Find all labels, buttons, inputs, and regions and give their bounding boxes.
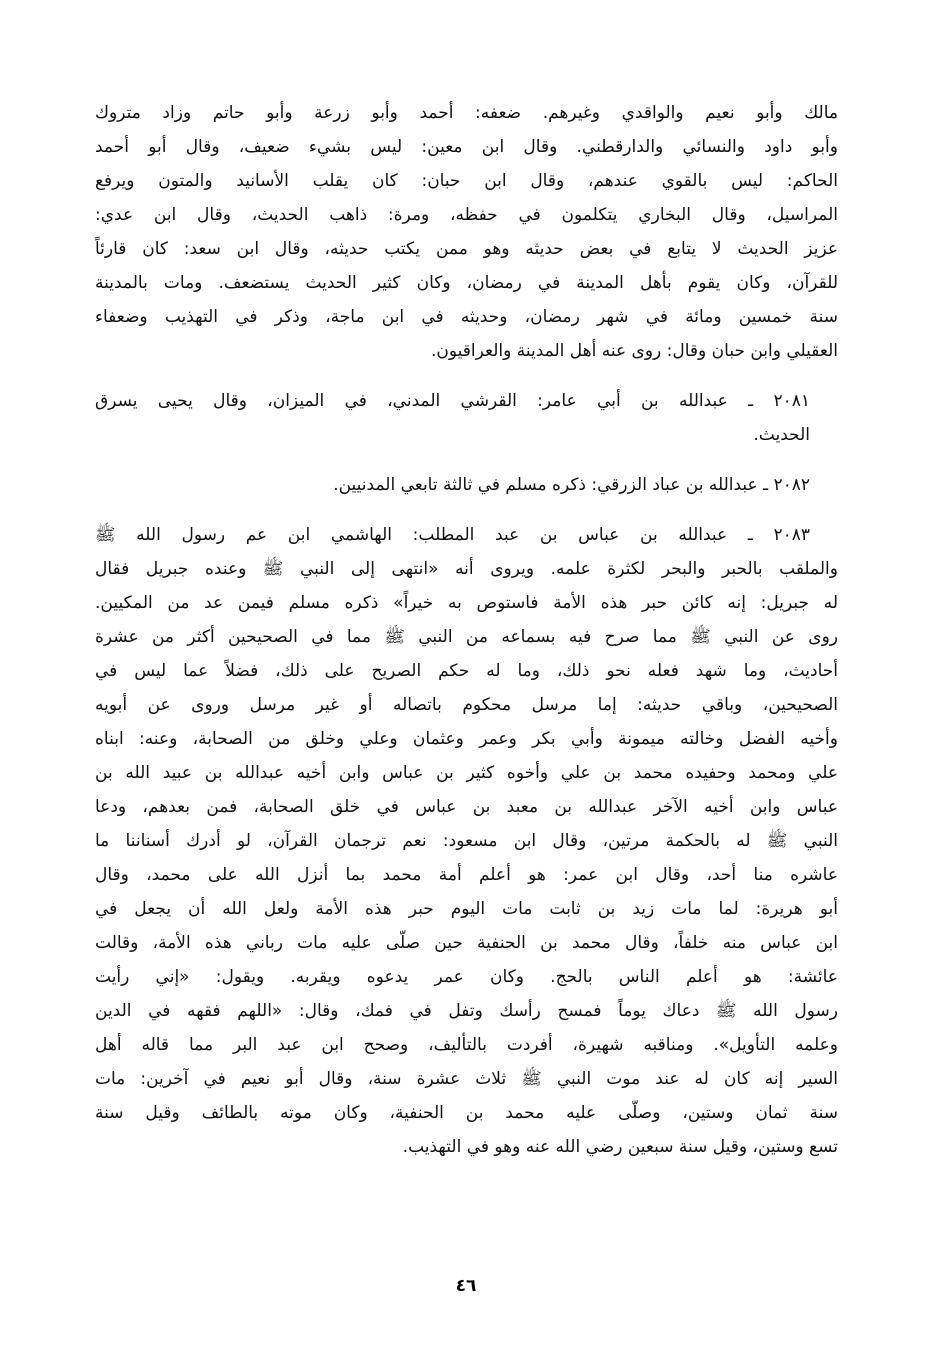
text-line: عزيز الحديث لا يتابع في بعض حديثه وهو ممن يكتب حديثه، وقال ابن سعد: كان قارئاً (95, 239, 838, 259)
page-number: ٤٦ (455, 1276, 477, 1296)
text-line: السير إنه كان له عند موت النبي ﷺ ثلاث عشرة سنة، وقال أبو نعيم في آخرين: مات (95, 1069, 838, 1089)
text-line: له جبريل: إنه كائن حبر هذه الأمة فاستوص به خيراً» ذكره مسلم فيمن عد من المكيين. (95, 593, 838, 613)
text-line: رسول الله ﷺ دعاك يوماً فمسح رأسك وتفل في فمك، وقال: «اللهم فقهه في الدين (95, 1001, 838, 1021)
paragraph (95, 384, 838, 452)
text-line: عائشة: هو أعلم الناس بالحج. وكان عمر يدعوه ويقربه. ويقول: «إني رأيت (95, 967, 838, 987)
text-line: وأخيه الفضل وخالته ميمونة وأبي بكر وعمر وعثمان وعلي وخلق من الصحابة، وعنه: ابناه (95, 729, 838, 749)
text-line: أبو هريرة: لما مات زيد بن ثابت مات اليوم حبر هذه الأمة ولعل الله أن يجعل في (95, 899, 838, 919)
text-line: الصحيحين، وباقي حديثه: إما مرسل محكوم باتصاله أو غير مرسل وروى عن أبويه (95, 695, 838, 715)
text-line: والملقب بالحبر والبحر لكثرة علمه. ويروى أنه «انتهى إلى النبي ﷺ وعنده جبريل فقال (95, 559, 838, 579)
paragraph-gap (95, 502, 838, 518)
text-line: النبي ﷺ له بالحكمة مرتين، وقال ابن مسعود: نعم ترجمان القرآن، لو أدرك أسناننا ما (95, 831, 838, 851)
text-line: تسع وستين، وقيل سنة سبعين رضي الله عنه وهو في التهذيب. (402, 1137, 838, 1157)
text-line: روى عن النبي ﷺ مما صرح فيه بسماعه من النبي ﷺ مما في الصحيحين أكثر من عشرة (95, 627, 838, 647)
text-line: سنة ثمان وستين، وصلّى عليه محمد بن الحنفية، وكان موته بالطائف وقيل سنة (95, 1103, 838, 1123)
text-line: للقرآن، وكان يقوم بأهل المدينة في رمضان، وكان كثير الحديث يستضعف. ومات بالمدينة (95, 273, 838, 293)
text-line: أحاديث، وما شهد فعله نحو ذلك، وما له حكم الصريح على ذلك، فضلاً عما ليس في (95, 661, 838, 681)
text-line: الحاكم: ليس بالقوي عندهم، وقال ابن حبان: كان يقلب الأسانيد والمتون ويرفع (95, 171, 838, 191)
paragraph-gap (95, 452, 838, 468)
text-line: ٢٠٨٢ ـ عبدالله بن عباد الزرقي: ذكره مسلم في ثالثة تابعي المدنيين. (333, 475, 810, 495)
page-body (95, 96, 838, 1164)
paragraph-gap (95, 368, 838, 384)
text-line: ابن عباس منه خلفاً، وقال محمد بن الحنفية حين صلّى عليه مات رباني هذه الأمة، وقالت (95, 933, 838, 953)
paragraph (95, 518, 838, 1164)
text-line: الحديث. (753, 425, 810, 445)
text-line: ٢٠٨٣ ـ عبدالله بن عباس بن عبد المطلب: الهاشمي ابن عم رسول الله ﷺ (95, 525, 810, 545)
text-line: العقيلي وابن حبان وقال: روى عنه أهل المدينة والعراقيون. (430, 341, 838, 361)
text-line: علي ومحمد وحفيده محمد بن علي وأخوه كثير بن عباس وابن أخيه عبدالله بن عبيد الله بن (95, 763, 838, 783)
text-line: مالك وأبو نعيم والواقدي وغيرهم. ضعفه: أحمد وأبو زرعة وأبو حاتم وزاد متروك (95, 103, 838, 123)
text-line: عباس وابن أخيه الآخر عبدالله بن معبد بن عباس في خلق الصحابة، فمن بعدهم، ودعا (95, 797, 838, 817)
text-line: عاشره منا أحد، وقال ابن عمر: هو أعلم أمة محمد بما أنزل الله على محمد، وقال (95, 865, 838, 885)
text-line: سنة خمسين ومائة في شهر رمضان، وحديثه في ابن ماجة، وذكر في التهذيب وضعفاء (95, 307, 838, 327)
text-line: ٢٠٨١ ـ عبدالله بن أبي عامر: القرشي المدني، في الميزان، وقال يحيى يسرق (95, 391, 810, 411)
text-line: المراسيل، وقال البخاري يتكلمون في حفظه، ومرة: ذاهب الحديث، وقال ابن عدي: (95, 205, 838, 225)
paragraph (95, 96, 838, 368)
text-line: وأبو داود والنسائي والدارقطني. وقال ابن معين: ليس بشيء ضعيف، وقال أبو أحمد (95, 137, 838, 157)
text-line: وعلمه التأويل». ومناقبه شهيرة، أفردت بالتأليف، وصحح ابن عبد البر مما قاله أهل (95, 1035, 838, 1055)
paragraph (95, 468, 838, 502)
